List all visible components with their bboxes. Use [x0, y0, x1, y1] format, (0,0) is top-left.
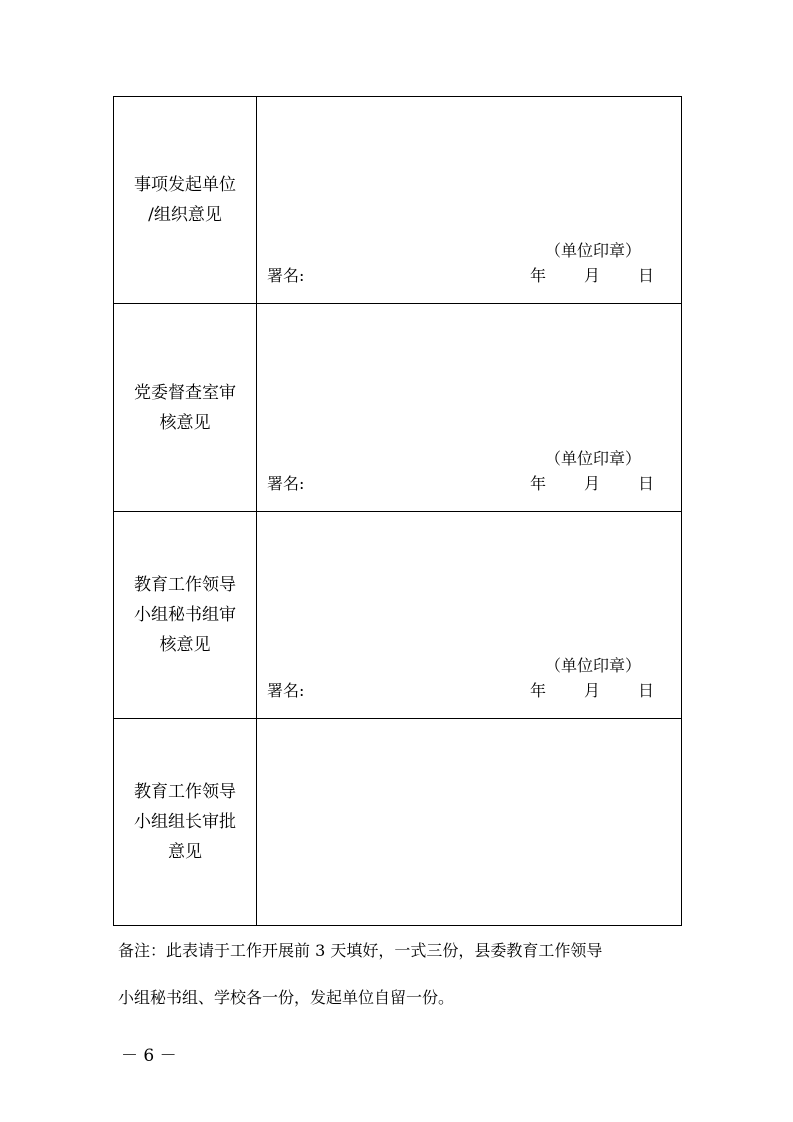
month-label: 月	[583, 681, 600, 700]
day-label: 日	[637, 266, 654, 285]
year-label: 年	[529, 266, 546, 285]
signature-label: 署名:	[267, 681, 305, 700]
row-label-line: 事项发起单位	[134, 175, 236, 195]
signature-label: 署名:	[267, 266, 305, 285]
date-fields	[530, 471, 654, 494]
date-fields	[530, 263, 654, 286]
approval-form-table	[113, 96, 682, 926]
row-label-line: 小组秘书组审	[134, 605, 236, 625]
month-label: 月	[583, 474, 600, 493]
form-row-leader-approval	[114, 719, 682, 926]
seal-note: （单位印章）	[544, 449, 641, 468]
opinion-cell[interactable]	[257, 512, 682, 719]
year-label: 年	[529, 681, 546, 700]
row-label	[114, 512, 257, 719]
row-label-line: 核意见	[159, 635, 211, 655]
row-label-line: /组织意见	[148, 205, 222, 225]
note-line-1: 备注：此表请于工作开展前 3 天填好，一式三份，县委教育工作领导	[118, 941, 603, 960]
row-label-line: 核意见	[159, 412, 211, 433]
form-row-supervision	[114, 304, 682, 512]
row-label	[114, 719, 257, 926]
year-label: 年	[529, 474, 546, 493]
form-row-initiator	[114, 97, 682, 304]
signature-label: 署名:	[267, 474, 305, 493]
page-number: － 6 －	[121, 1046, 177, 1066]
row-label-line: 意见	[168, 842, 202, 862]
opinion-cell[interactable]	[257, 304, 682, 512]
note-line-2: 小组秘书组、学校各一份，发起单位自留一份。	[118, 988, 455, 1007]
day-label: 日	[637, 681, 654, 700]
row-label	[114, 304, 257, 512]
row-label-line: 党委督查室审	[134, 382, 236, 403]
opinion-cell[interactable]	[257, 719, 682, 926]
row-label-line: 教育工作领导	[134, 575, 236, 595]
row-label-line: 教育工作领导	[134, 782, 236, 802]
row-label-line: 小组组长审批	[134, 812, 236, 832]
seal-note: （单位印章）	[544, 656, 641, 675]
form-row-secretariat	[114, 512, 682, 719]
seal-note: （单位印章）	[544, 241, 641, 260]
day-label: 日	[637, 474, 654, 493]
date-fields	[530, 678, 654, 701]
opinion-cell[interactable]	[257, 97, 682, 304]
row-label	[114, 97, 257, 304]
month-label: 月	[583, 266, 600, 285]
